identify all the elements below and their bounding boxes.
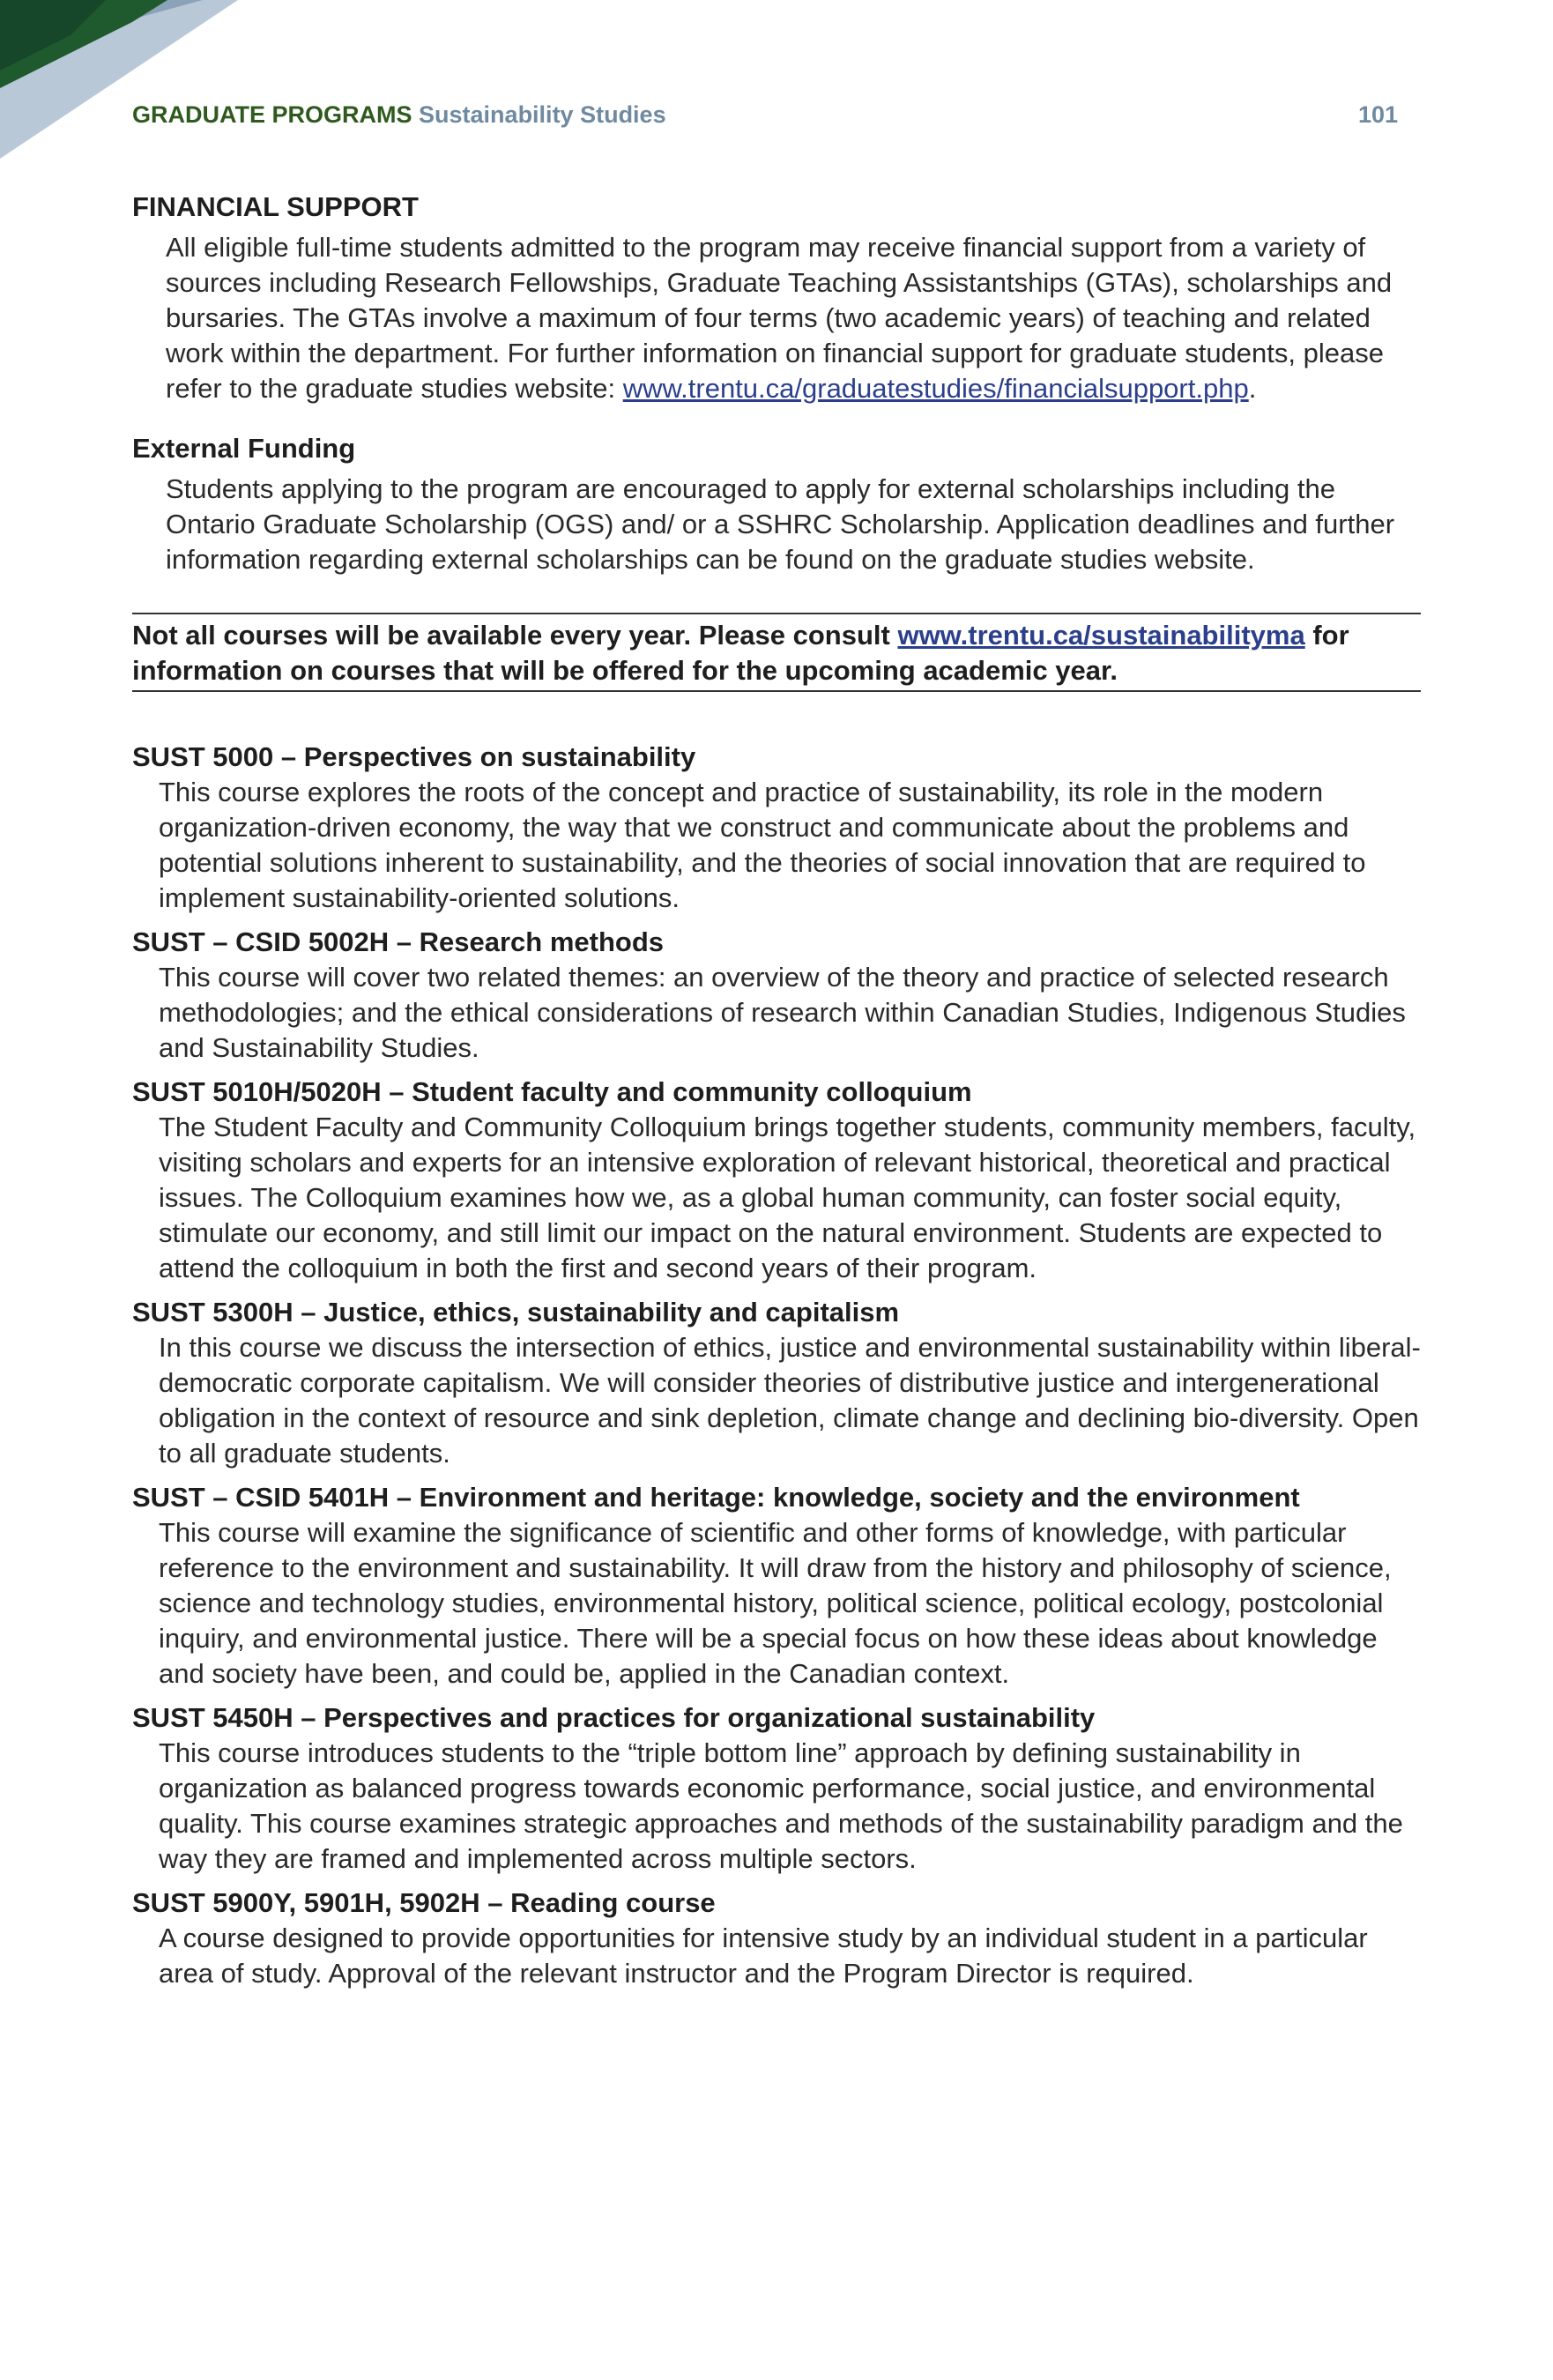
course-item — [132, 1075, 1421, 1286]
page-header — [132, 99, 1398, 130]
financial-support-end: . — [1248, 373, 1257, 404]
course-title: SUST 5300H – Justice, ethics, sustainability and capitalism — [132, 1297, 900, 1328]
course-title: SUST – CSID 5002H – Research methods — [132, 926, 665, 957]
financial-support-body: All eligible full-time students admitted to the program may receive financial support from a variety of sources including Research Fellowships, Graduate Teaching Assistantships (GTAs), scholarships and bursaries. The GTAs involve a maximum of four terms (two academic years) of teaching and related work within the department. For further information on financial support for graduate students, please refer to the graduate studies website: — [166, 232, 1393, 404]
financial-support-text — [166, 230, 1421, 406]
course-title: SUST 5450H – Perspectives and practices for organizational sustainability — [132, 1702, 1096, 1733]
sustainability-ma-link[interactable]: www.trentu.ca/sustainabilityma — [897, 620, 1305, 651]
financial-support-link[interactable]: www.trentu.ca/graduatestudies/financialsupport.php — [622, 373, 1249, 404]
course-description: The Student Faculty and Community Colloquium brings together students, community members, faculty, visiting scholars and experts for an intensive exploration of relevant historical, theoretical and practical issues. The Colloquium examines how we, as a global human community, can foster social equity, stimulate our economy, and still limit our impact on the natural environment. Students are expected to attend the colloquium in both the first and second years of their program. — [159, 1112, 1416, 1283]
course-item — [132, 1700, 1421, 1877]
course-item — [132, 1885, 1421, 1991]
page-content — [132, 190, 1421, 2000]
notice-text-before: Not all courses will be available every year. Please consult — [132, 620, 898, 651]
course-description: This course will examine the significance of scientific and other forms of knowledge, with particular reference to the environment and sustainability. It will draw from the history and philosophy of science, science and technology studies, environmental history, political science, political ecology, postcolonial inquiry, and environmental justice. There will be a special focus on how these ideas about knowledge and society have been, and could be, applied in the Canadian context. — [159, 1517, 1392, 1689]
course-item — [132, 925, 1421, 1066]
course-item — [132, 740, 1421, 916]
course-title: SUST 5900Y, 5901H, 5902H – Reading course — [132, 1887, 716, 1918]
course-availability-notice — [132, 613, 1421, 692]
course-item — [132, 1295, 1421, 1471]
course-title: SUST 5000 – Perspectives on sustainability — [132, 741, 696, 772]
course-list — [132, 740, 1421, 1991]
course-description: In this course we discuss the intersection of ethics, justice and environmental sustainability within liberal-democratic corporate capitalism. We will consider theories of distributive justice and intergenerational obligation in the context of resource and sink depletion, climate change and declining bio-diversity. Open to all graduate students. — [159, 1332, 1421, 1469]
course-description: This course will cover two related themes: an overview of the theory and practice of selected research methodologies; and the ethical considerations of research within Canadian Studies, Indigenous Studies and Sustainability Studies. — [159, 962, 1406, 1063]
header-subsection: Sustainability Studies — [419, 101, 666, 128]
page-number: 101 — [1357, 101, 1398, 128]
financial-support-heading: FINANCIAL SUPPORT — [132, 191, 419, 222]
course-title: SUST 5010H/5020H – Student faculty and community colloquium — [132, 1076, 972, 1107]
course-title: SUST – CSID 5401H – Environment and heritage: knowledge, society and the environment — [132, 1482, 1300, 1513]
notice-text-after: for information on courses that will be offered for the upcoming academic year. — [132, 620, 1349, 686]
header-section: GRADUATE PROGRAMS — [132, 101, 412, 128]
external-funding-text: Students applying to the program are encouraged to apply for external scholarships including the Ontario Graduate Scholarship (OGS) and/ or a SSHRC Scholarship. Application deadlines and further information regarding external scholarships can be found on the graduate studies website. — [166, 473, 1395, 575]
course-description: This course explores the roots of the concept and practice of sustainability, its role in the modern organization-driven economy, the way that we construct and communicate about the problems and potential solutions inherent to sustainability, and the theories of social innovation that are required to implement sustainability-oriented solutions. — [159, 777, 1366, 913]
external-funding-heading: External Funding — [132, 433, 356, 464]
course-item — [132, 1480, 1421, 1692]
course-description: This course introduces students to the “triple bottom line” approach by defining sustainability in organization as balanced progress towards economic performance, social justice, and environmental quality. This course examines strategic approaches and methods of the sustainability paradigm and the way they are framed and implemented across multiple sectors. — [159, 1737, 1403, 1874]
course-description: A course designed to provide opportunities for intensive study by an individual student in a particular area of study. Approval of the relevant instructor and the Program Director is required. — [159, 1923, 1368, 1989]
corner-decoration — [0, 0, 238, 159]
